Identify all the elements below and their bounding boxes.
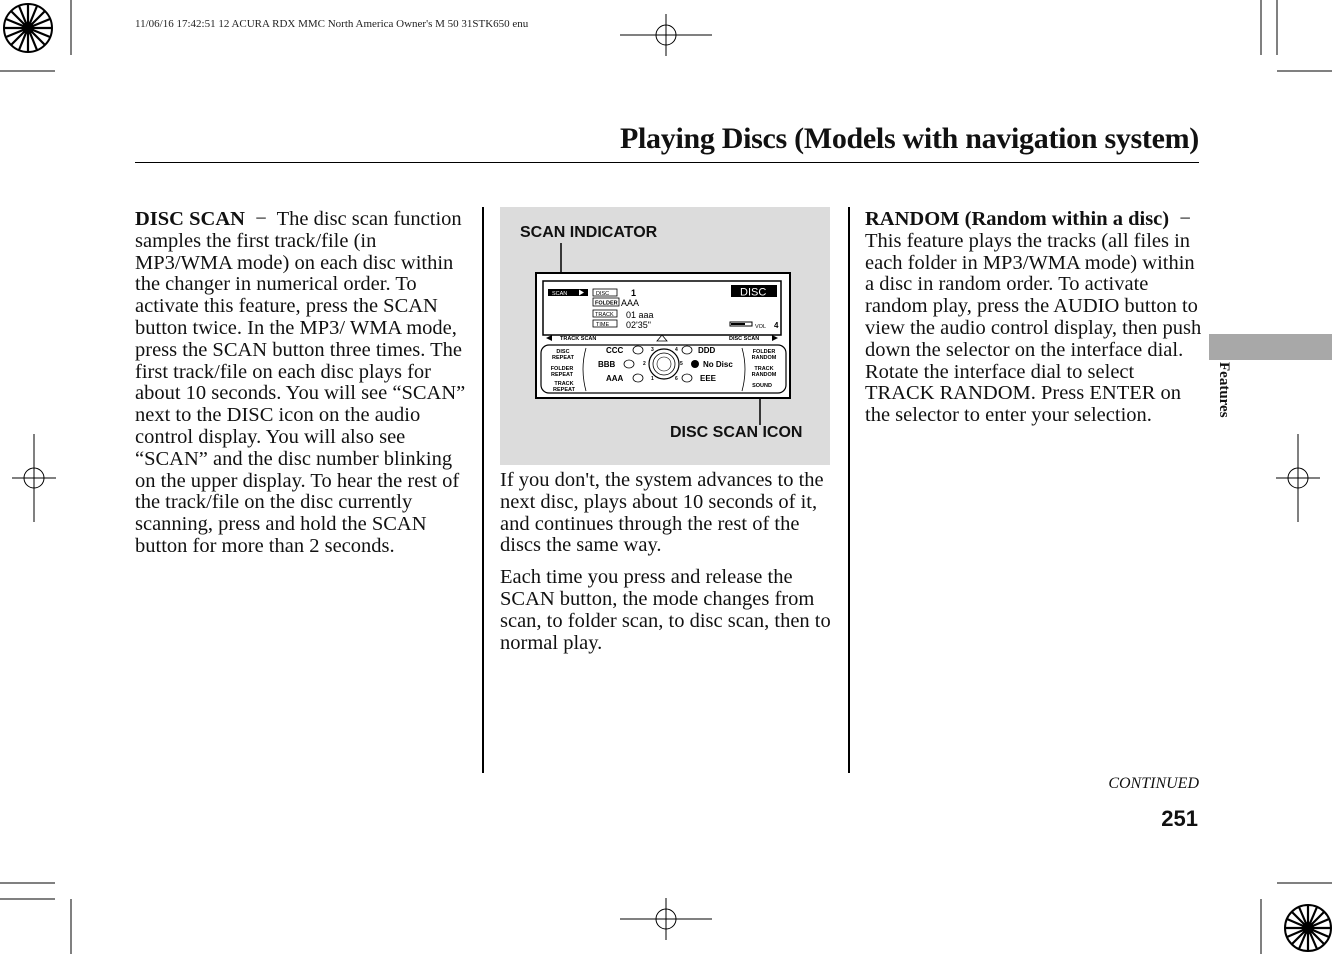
sound-label: SOUND [752,383,772,389]
disc-scan-text: DISC SCAN [729,336,760,342]
random-section [865,209,1205,427]
audio-display-figure [500,207,830,465]
track-repeat-line2: REPEAT [553,387,575,393]
slot-5-number: 5 [680,361,683,367]
folder-random-line1: FOLDER [752,349,776,355]
slot-4-number: 4 [675,347,678,353]
disc-scan-section [135,209,470,558]
disc-scan-body: The disc scan function samples the first track/file (in MP3/WMA mode) on each disc within the changer in numerical order. To activate this feature, press the SCAN button twice. In the MP3/ WMA mode, press the SCAN button three times. The first track/file on each disc plays for about 10 seconds. You will see “SCAN” next to the DISC icon on the audio control display. You will also see “SCAN” and the disc number blinking on the upper display. To hear the rest of the track/file on the disc currently scanning, press and hold the SCAN button for more than 2 seconds. [135,208,466,557]
slot-2-name: BBB [598,360,616,369]
em-dash: − [1179,208,1191,230]
scan-indicator-label: SCAN INDICATOR [520,224,658,241]
track-random-line1: TRACK [754,366,774,372]
crosshair-left [12,434,56,522]
slot-3-name: CCC [606,346,624,355]
em-dash: − [255,208,267,230]
registration-target-bottom-right [1280,900,1332,954]
disc-scan-term: DISC SCAN [135,208,245,230]
disc-repeat-line1: DISC [556,349,570,355]
scan-continuation-paragraph: If you don't, the system advances to the next disc, plays about 10 seconds of it, and continues through the rest of the discs the same way. [500,469,824,557]
folder-icon-text: FOLDER [595,300,618,307]
title-rule [135,162,1199,163]
registration-target-top-left [0,0,56,56]
slot-3-number: 3 [651,347,654,353]
folder-repeat-line2: REPEAT [551,372,573,378]
disc-icon-text: DISC [596,291,610,297]
scan-continuation-section [500,470,835,654]
slot-5-name: No Disc [703,360,733,369]
volume-number: 4 [774,321,779,330]
slot-6-number: 6 [675,376,678,382]
track-icon-text: TRACK [595,312,614,318]
random-paragraph [865,209,1205,427]
folder-random-line2: RANDOM [751,355,777,361]
section-label-text: Features [1216,362,1232,418]
track-random-line2: RANDOM [751,372,777,378]
column-divider-right [848,207,850,773]
track-name: 01 aaa [626,310,654,320]
folder-name: AAA [621,298,640,308]
folder-repeat-line1: FOLDER [550,366,574,372]
slot-4-name: DDD [698,346,716,355]
page-number: 251 [1161,806,1198,831]
print-header: 11/06/16 17:42:51 12 ACURA RDX MMC North America Owner's M 50 31STK650 enu [135,18,529,30]
audio-display-illustration [500,207,830,465]
disc-repeat-line2: REPEAT [552,355,574,361]
disc-number: 1 [631,288,637,298]
crosshair-right [1276,434,1320,522]
disc-badge-text: DISC [740,286,767,299]
slot-1-name: AAA [606,374,624,383]
slot-1-number: 1 [651,376,654,382]
slot-6-name: EEE [700,374,717,383]
slot-2-number: 2 [643,361,646,367]
track-repeat-line1: TRACK [554,381,574,387]
disc-scan-paragraph [135,209,470,558]
crosshair-top [620,14,712,56]
volume-label: VOL [755,324,767,330]
scan-indicator-text: SCAN [552,291,568,297]
section-tab [1209,334,1332,360]
section-label [1210,362,1236,442]
time-value: 02'35" [626,320,651,330]
track-scan-text: TRACK SCAN [560,336,597,342]
page-title: Playing Discs (Models with navigation system) [619,122,1199,155]
random-term: RANDOM (Random within a disc) [865,208,1170,230]
continued-note: CONTINUED [1108,775,1199,792]
disc-scan-icon-label: DISC SCAN ICON [670,424,803,441]
random-body: This feature plays the tracks (all files in each folder in MP3/WMA mode) within a disc in random order. To activate random play, press the AUDIO button to view the audio control display, then push down the selector on the interface dial. Rotate the interface dial to select TRACK RANDOM. Press ENTER on the selector to enter your selection. [865,229,1202,427]
scan-mode-paragraph: Each time you press and release the SCAN button, the mode changes from scan, to folder scan, to disc scan, then to normal play. [500,566,831,654]
crosshair-bottom [620,898,712,940]
time-icon-text: TIME [596,322,610,328]
column-divider-left [482,207,484,773]
